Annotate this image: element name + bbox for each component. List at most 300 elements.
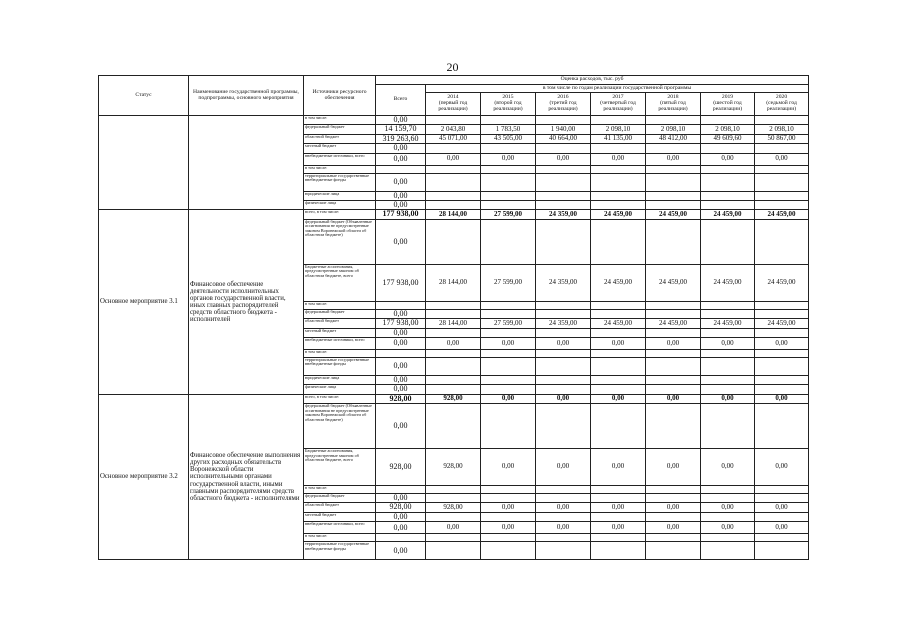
year-value-cell (755, 542, 809, 560)
year-value-cell (646, 219, 701, 264)
source-cell: территориальные государственные внебюджетные фонды (304, 357, 376, 375)
year-value-cell (701, 116, 755, 125)
year-value-cell (755, 191, 809, 200)
year-value-cell (591, 404, 646, 449)
year-value-cell (701, 375, 755, 384)
year-value-cell (755, 165, 809, 173)
header-year-note: (седьмой год реализации) (766, 100, 797, 112)
source-cell: в том числе: (304, 301, 376, 309)
year-value-cell (701, 357, 755, 375)
year-value-cell (646, 534, 701, 542)
year-value-cell (481, 349, 536, 357)
year-value-cell (646, 349, 701, 357)
table-row (99, 210, 809, 219)
year-value-cell: 27 599,00 (481, 210, 536, 219)
year-value-cell: 24 359,00 (536, 319, 591, 328)
total-cell: 0,00 (376, 328, 426, 337)
year-value-cell: 0,00 (755, 503, 809, 512)
source-cell: внебюджетные источники, всего (304, 337, 376, 349)
total-cell: 0,00 (376, 309, 426, 318)
year-value-cell (646, 542, 701, 560)
year-value-cell (646, 116, 701, 125)
year-value-cell: 928,00 (426, 394, 481, 403)
year-value-cell: 928,00 (426, 449, 481, 486)
year-value-cell: 24 459,00 (591, 264, 646, 301)
year-value-cell (536, 486, 591, 494)
year-value-cell (591, 173, 646, 191)
year-value-cell (481, 165, 536, 173)
year-value-cell (755, 328, 809, 337)
year-value-cell (426, 173, 481, 191)
year-value-cell (646, 385, 701, 394)
year-value-cell (426, 165, 481, 173)
year-value-cell (646, 173, 701, 191)
year-value-cell (755, 357, 809, 375)
year-value-cell (701, 385, 755, 394)
total-cell: 0,00 (376, 357, 426, 375)
table-header (99, 76, 809, 116)
year-value-cell: 48 412,00 (646, 134, 701, 143)
year-value-cell: 0,00 (536, 394, 591, 403)
year-value-cell: 0,00 (755, 522, 809, 534)
year-value-cell (701, 486, 755, 494)
header-year-number: 2020 (775, 94, 788, 101)
year-value-cell: 0,00 (646, 153, 701, 165)
year-value-cell: 0,00 (646, 449, 701, 486)
year-value-cell (481, 494, 536, 503)
source-cell: физические лица (304, 385, 376, 394)
year-value-cell (591, 165, 646, 173)
year-value-cell (426, 486, 481, 494)
year-value-cell (755, 116, 809, 125)
year-value-cell (536, 534, 591, 542)
year-value-cell (481, 200, 536, 209)
year-value-cell (591, 375, 646, 384)
table-row (99, 394, 809, 403)
year-value-cell (536, 116, 591, 125)
year-value-cell (481, 191, 536, 200)
year-value-cell (755, 534, 809, 542)
year-value-cell: 24 459,00 (646, 319, 701, 328)
year-value-cell (536, 385, 591, 394)
year-value-cell (481, 144, 536, 153)
source-cell: местный бюджет (304, 512, 376, 521)
year-value-cell (591, 328, 646, 337)
year-value-cell (481, 385, 536, 394)
year-value-cell (701, 328, 755, 337)
source-cell: Бюджетные ассигнования, предусмотренные законом об областном бюджете, всего (304, 264, 376, 301)
year-value-cell (426, 512, 481, 521)
year-value-cell (426, 349, 481, 357)
header-year-number: 2014 (447, 94, 459, 101)
total-cell: 177 938,00 (376, 210, 426, 219)
year-value-cell (536, 349, 591, 357)
year-value-cell (591, 309, 646, 318)
year-value-cell: 0,00 (701, 503, 755, 512)
year-value-cell (481, 309, 536, 318)
year-value-cell (701, 144, 755, 153)
year-value-cell (701, 309, 755, 318)
header-name: Наименование государственной программы, подпрограммы, основного мероприятия (189, 76, 304, 116)
year-value-cell: 0,00 (701, 337, 755, 349)
source-cell: в том числе: (304, 116, 376, 125)
year-value-cell: 0,00 (591, 153, 646, 165)
year-value-cell (536, 328, 591, 337)
year-value-cell: 28 144,00 (426, 264, 481, 301)
source-cell: территориальные государственные внебюджетные фонды (304, 542, 376, 560)
year-value-cell (481, 173, 536, 191)
year-value-cell (591, 534, 646, 542)
year-value-cell: 0,00 (481, 153, 536, 165)
year-value-cell (426, 534, 481, 542)
year-value-cell: 0,00 (536, 153, 591, 165)
year-value-cell (646, 301, 701, 309)
year-value-cell (755, 375, 809, 384)
source-cell: внебюджетные источники, всего (304, 522, 376, 534)
header-by-years: в том числе по годам реализации государственной программы (426, 85, 809, 93)
year-value-cell (481, 486, 536, 494)
table-row (99, 116, 809, 125)
year-value-cell (591, 385, 646, 394)
year-value-cell: 24 459,00 (646, 264, 701, 301)
year-value-cell (701, 534, 755, 542)
year-value-cell (701, 191, 755, 200)
year-value-cell: 0,00 (536, 503, 591, 512)
year-value-cell: 1 783,50 (481, 125, 536, 134)
header-year-number: 2016 (557, 94, 569, 101)
total-cell: 14 159,70 (376, 125, 426, 134)
year-value-cell: 2 043,80 (426, 125, 481, 134)
total-cell: 0,00 (376, 375, 426, 384)
year-value-cell: 28 144,00 (426, 319, 481, 328)
year-value-cell (701, 219, 755, 264)
year-value-cell (646, 494, 701, 503)
year-value-cell (701, 542, 755, 560)
source-cell: внебюджетные источники, всего (304, 153, 376, 165)
header-year-2019 (701, 93, 755, 116)
year-value-cell (426, 301, 481, 309)
year-value-cell (591, 219, 646, 264)
year-value-cell: 0,00 (536, 449, 591, 486)
year-value-cell: 2 098,10 (701, 125, 755, 134)
header-source: Источники ресурсного обеспечения (304, 76, 376, 116)
year-value-cell: 0,00 (755, 153, 809, 165)
year-value-cell (755, 219, 809, 264)
header-year-number: 2015 (502, 94, 514, 101)
year-value-cell (646, 375, 701, 384)
source-cell: всего, в том числе: (304, 210, 376, 219)
header-year-2017 (591, 93, 646, 116)
total-cell: 0,00 (376, 153, 426, 165)
year-value-cell (755, 173, 809, 191)
year-value-cell (755, 144, 809, 153)
year-value-cell (755, 301, 809, 309)
table-body (99, 116, 809, 560)
year-value-cell (426, 385, 481, 394)
year-value-cell (536, 512, 591, 521)
source-cell: местный бюджет (304, 328, 376, 337)
year-value-cell (591, 542, 646, 560)
year-value-cell (646, 357, 701, 375)
year-value-cell (536, 165, 591, 173)
year-value-cell (701, 349, 755, 357)
total-cell: 0,00 (376, 144, 426, 153)
year-value-cell: 24 459,00 (646, 210, 701, 219)
total-cell: 0,00 (376, 219, 426, 264)
year-value-cell (591, 357, 646, 375)
status-cell: Основное мероприятие 3.1 (99, 210, 189, 394)
header-year-2018 (646, 93, 701, 116)
year-value-cell (701, 173, 755, 191)
year-value-cell: 0,00 (591, 449, 646, 486)
year-value-cell: 0,00 (536, 337, 591, 349)
year-value-cell (646, 200, 701, 209)
year-value-cell (536, 173, 591, 191)
year-value-cell (755, 349, 809, 357)
year-value-cell: 0,00 (591, 503, 646, 512)
source-cell: юридические лица (304, 375, 376, 384)
total-cell: 0,00 (376, 404, 426, 449)
year-value-cell: 41 135,00 (591, 134, 646, 143)
year-value-cell (481, 375, 536, 384)
header-year-2015 (481, 93, 536, 116)
year-value-cell: 24 359,00 (536, 210, 591, 219)
year-value-cell: 1 940,00 (536, 125, 591, 134)
year-value-cell (426, 357, 481, 375)
total-cell: 0,00 (376, 522, 426, 534)
year-value-cell: 24 459,00 (701, 210, 755, 219)
year-value-cell (481, 116, 536, 125)
source-cell: федеральный бюджет (304, 125, 376, 134)
year-value-cell (646, 144, 701, 153)
source-cell: территориальные государственные внебюджетные фонды (304, 173, 376, 191)
year-value-cell (426, 328, 481, 337)
source-cell: в том числе: (304, 349, 376, 357)
year-value-cell (701, 494, 755, 503)
total-cell: 928,00 (376, 394, 426, 403)
year-value-cell (646, 512, 701, 521)
total-cell (376, 165, 426, 173)
total-cell: 0,00 (376, 512, 426, 521)
year-value-cell: 24 459,00 (701, 264, 755, 301)
total-cell: 0,00 (376, 173, 426, 191)
year-value-cell: 0,00 (755, 337, 809, 349)
year-value-cell: 0,00 (591, 337, 646, 349)
year-value-cell (701, 301, 755, 309)
source-cell: федеральный бюджет (304, 494, 376, 503)
header-year-note: (первый год реализации) (438, 100, 468, 112)
year-value-cell: 0,00 (591, 394, 646, 403)
year-value-cell: 0,00 (426, 337, 481, 349)
year-value-cell (481, 542, 536, 560)
year-value-cell: 24 459,00 (755, 210, 809, 219)
header-year-note: (четвертый год реализации) (600, 100, 636, 112)
year-value-cell: 24 459,00 (591, 210, 646, 219)
year-value-cell (646, 191, 701, 200)
year-value-cell: 0,00 (481, 522, 536, 534)
year-value-cell (701, 200, 755, 209)
total-cell: 928,00 (376, 503, 426, 512)
year-value-cell (481, 534, 536, 542)
year-value-cell (591, 494, 646, 503)
year-value-cell (481, 328, 536, 337)
year-value-cell (701, 165, 755, 173)
status-cell (99, 116, 189, 210)
year-value-cell (426, 404, 481, 449)
year-value-cell (536, 357, 591, 375)
year-value-cell: 0,00 (481, 394, 536, 403)
year-value-cell (755, 494, 809, 503)
year-value-cell (591, 486, 646, 494)
year-value-cell (426, 494, 481, 503)
year-value-cell (646, 165, 701, 173)
header-total: Всего (376, 85, 426, 116)
total-cell (376, 534, 426, 542)
year-value-cell (426, 200, 481, 209)
year-value-cell: 0,00 (646, 337, 701, 349)
year-value-cell (426, 219, 481, 264)
year-value-cell (481, 301, 536, 309)
year-value-cell (701, 404, 755, 449)
year-value-cell (536, 301, 591, 309)
total-cell: 0,00 (376, 191, 426, 200)
year-value-cell: 0,00 (646, 503, 701, 512)
year-value-cell (536, 144, 591, 153)
year-value-cell (481, 404, 536, 449)
year-value-cell: 24 459,00 (755, 264, 809, 301)
year-value-cell: 0,00 (426, 522, 481, 534)
year-value-cell: 40 664,00 (536, 134, 591, 143)
year-value-cell: 28 144,00 (426, 210, 481, 219)
year-value-cell: 0,00 (701, 449, 755, 486)
year-value-cell (536, 375, 591, 384)
year-value-cell: 928,00 (426, 503, 481, 512)
year-value-cell (536, 191, 591, 200)
program-name-cell: Финансовое обеспечение деятельности исполнительных органов государственной власти, иных главных распорядителей средств областного бюджета - исполнителей (189, 210, 304, 394)
year-value-cell: 0,00 (481, 449, 536, 486)
year-value-cell (426, 116, 481, 125)
year-value-cell: 0,00 (646, 522, 701, 534)
year-value-cell (481, 357, 536, 375)
year-value-cell (536, 542, 591, 560)
header-year-2016 (536, 93, 591, 116)
year-value-cell (646, 328, 701, 337)
year-value-cell (591, 349, 646, 357)
header-year-note: (пятый год реализации) (658, 100, 688, 112)
program-name-cell: Финансовое обеспечение выполнения других расходных обязательств Воронежской области исполнительными органами государственной власти, иными главными распорядителями средств областного бюджета - исполнителями (189, 394, 304, 560)
source-cell: местный бюджет (304, 144, 376, 153)
header-year-number: 2019 (721, 94, 734, 101)
year-value-cell: 0,00 (426, 153, 481, 165)
year-value-cell: 0,00 (591, 522, 646, 534)
year-value-cell (536, 404, 591, 449)
total-cell: 0,00 (376, 494, 426, 503)
year-value-cell (755, 404, 809, 449)
year-value-cell: 0,00 (755, 449, 809, 486)
source-cell: в том числе: (304, 534, 376, 542)
year-value-cell (426, 375, 481, 384)
year-value-cell (426, 144, 481, 153)
year-value-cell: 27 599,00 (481, 319, 536, 328)
year-value-cell (536, 200, 591, 209)
year-value-cell: 43 505,00 (481, 134, 536, 143)
year-value-cell (646, 486, 701, 494)
total-cell (376, 301, 426, 309)
status-cell: Основное мероприятие 3.2 (99, 394, 189, 560)
year-value-cell (481, 512, 536, 521)
year-value-cell (755, 512, 809, 521)
year-value-cell: 0,00 (755, 394, 809, 403)
year-value-cell: 0,00 (701, 153, 755, 165)
source-cell: федеральный бюджет (Объявленные ассигнования не предусмотренные законом Воронежской области об областном бюджете) (304, 404, 376, 449)
year-value-cell: 24 459,00 (701, 319, 755, 328)
header-year-note: (второй год реализации) (493, 100, 523, 112)
year-value-cell (701, 512, 755, 521)
year-value-cell (755, 385, 809, 394)
year-value-cell (426, 191, 481, 200)
year-value-cell (426, 542, 481, 560)
source-cell: в том числе: (304, 165, 376, 173)
total-cell: 177 938,00 (376, 264, 426, 301)
year-value-cell (536, 494, 591, 503)
header-year-2014 (426, 93, 481, 116)
year-value-cell (591, 512, 646, 521)
total-cell: 177 938,00 (376, 319, 426, 328)
program-name-cell (189, 116, 304, 210)
header-year-number: 2018 (667, 94, 679, 101)
year-value-cell (591, 116, 646, 125)
year-value-cell: 0,00 (646, 394, 701, 403)
year-value-cell: 24 359,00 (536, 264, 591, 301)
year-value-cell: 0,00 (481, 503, 536, 512)
year-value-cell (591, 144, 646, 153)
total-cell: 928,00 (376, 449, 426, 486)
year-value-cell (591, 301, 646, 309)
total-cell: 0,00 (376, 200, 426, 209)
year-value-cell (755, 200, 809, 209)
year-value-cell: 2 098,10 (646, 125, 701, 134)
source-cell: областной бюджет (304, 134, 376, 143)
total-cell (376, 486, 426, 494)
source-cell: физические лица (304, 200, 376, 209)
total-cell: 0,00 (376, 542, 426, 560)
total-cell: 0,00 (376, 337, 426, 349)
page-number: 20 (446, 60, 459, 74)
year-value-cell (755, 309, 809, 318)
year-value-cell: 0,00 (481, 337, 536, 349)
source-cell: областной бюджет (304, 503, 376, 512)
source-cell: в том числе: (304, 486, 376, 494)
year-value-cell: 24 459,00 (591, 319, 646, 328)
year-value-cell: 2 098,10 (591, 125, 646, 134)
year-value-cell (536, 219, 591, 264)
total-cell: 0,00 (376, 385, 426, 394)
year-value-cell (426, 309, 481, 318)
year-value-cell (591, 191, 646, 200)
header-year-note: (третий год реализации) (548, 100, 578, 112)
budget-table (98, 75, 809, 560)
year-value-cell: 0,00 (536, 522, 591, 534)
year-value-cell: 24 459,00 (755, 319, 809, 328)
year-value-cell (646, 309, 701, 318)
header-status: Статус (99, 76, 189, 116)
year-value-cell (646, 404, 701, 449)
year-value-cell: 2 098,10 (755, 125, 809, 134)
header-year-2020 (755, 93, 809, 116)
year-value-cell (536, 309, 591, 318)
source-cell: всего, в том числе: (304, 394, 376, 403)
year-value-cell: 50 867,00 (755, 134, 809, 143)
